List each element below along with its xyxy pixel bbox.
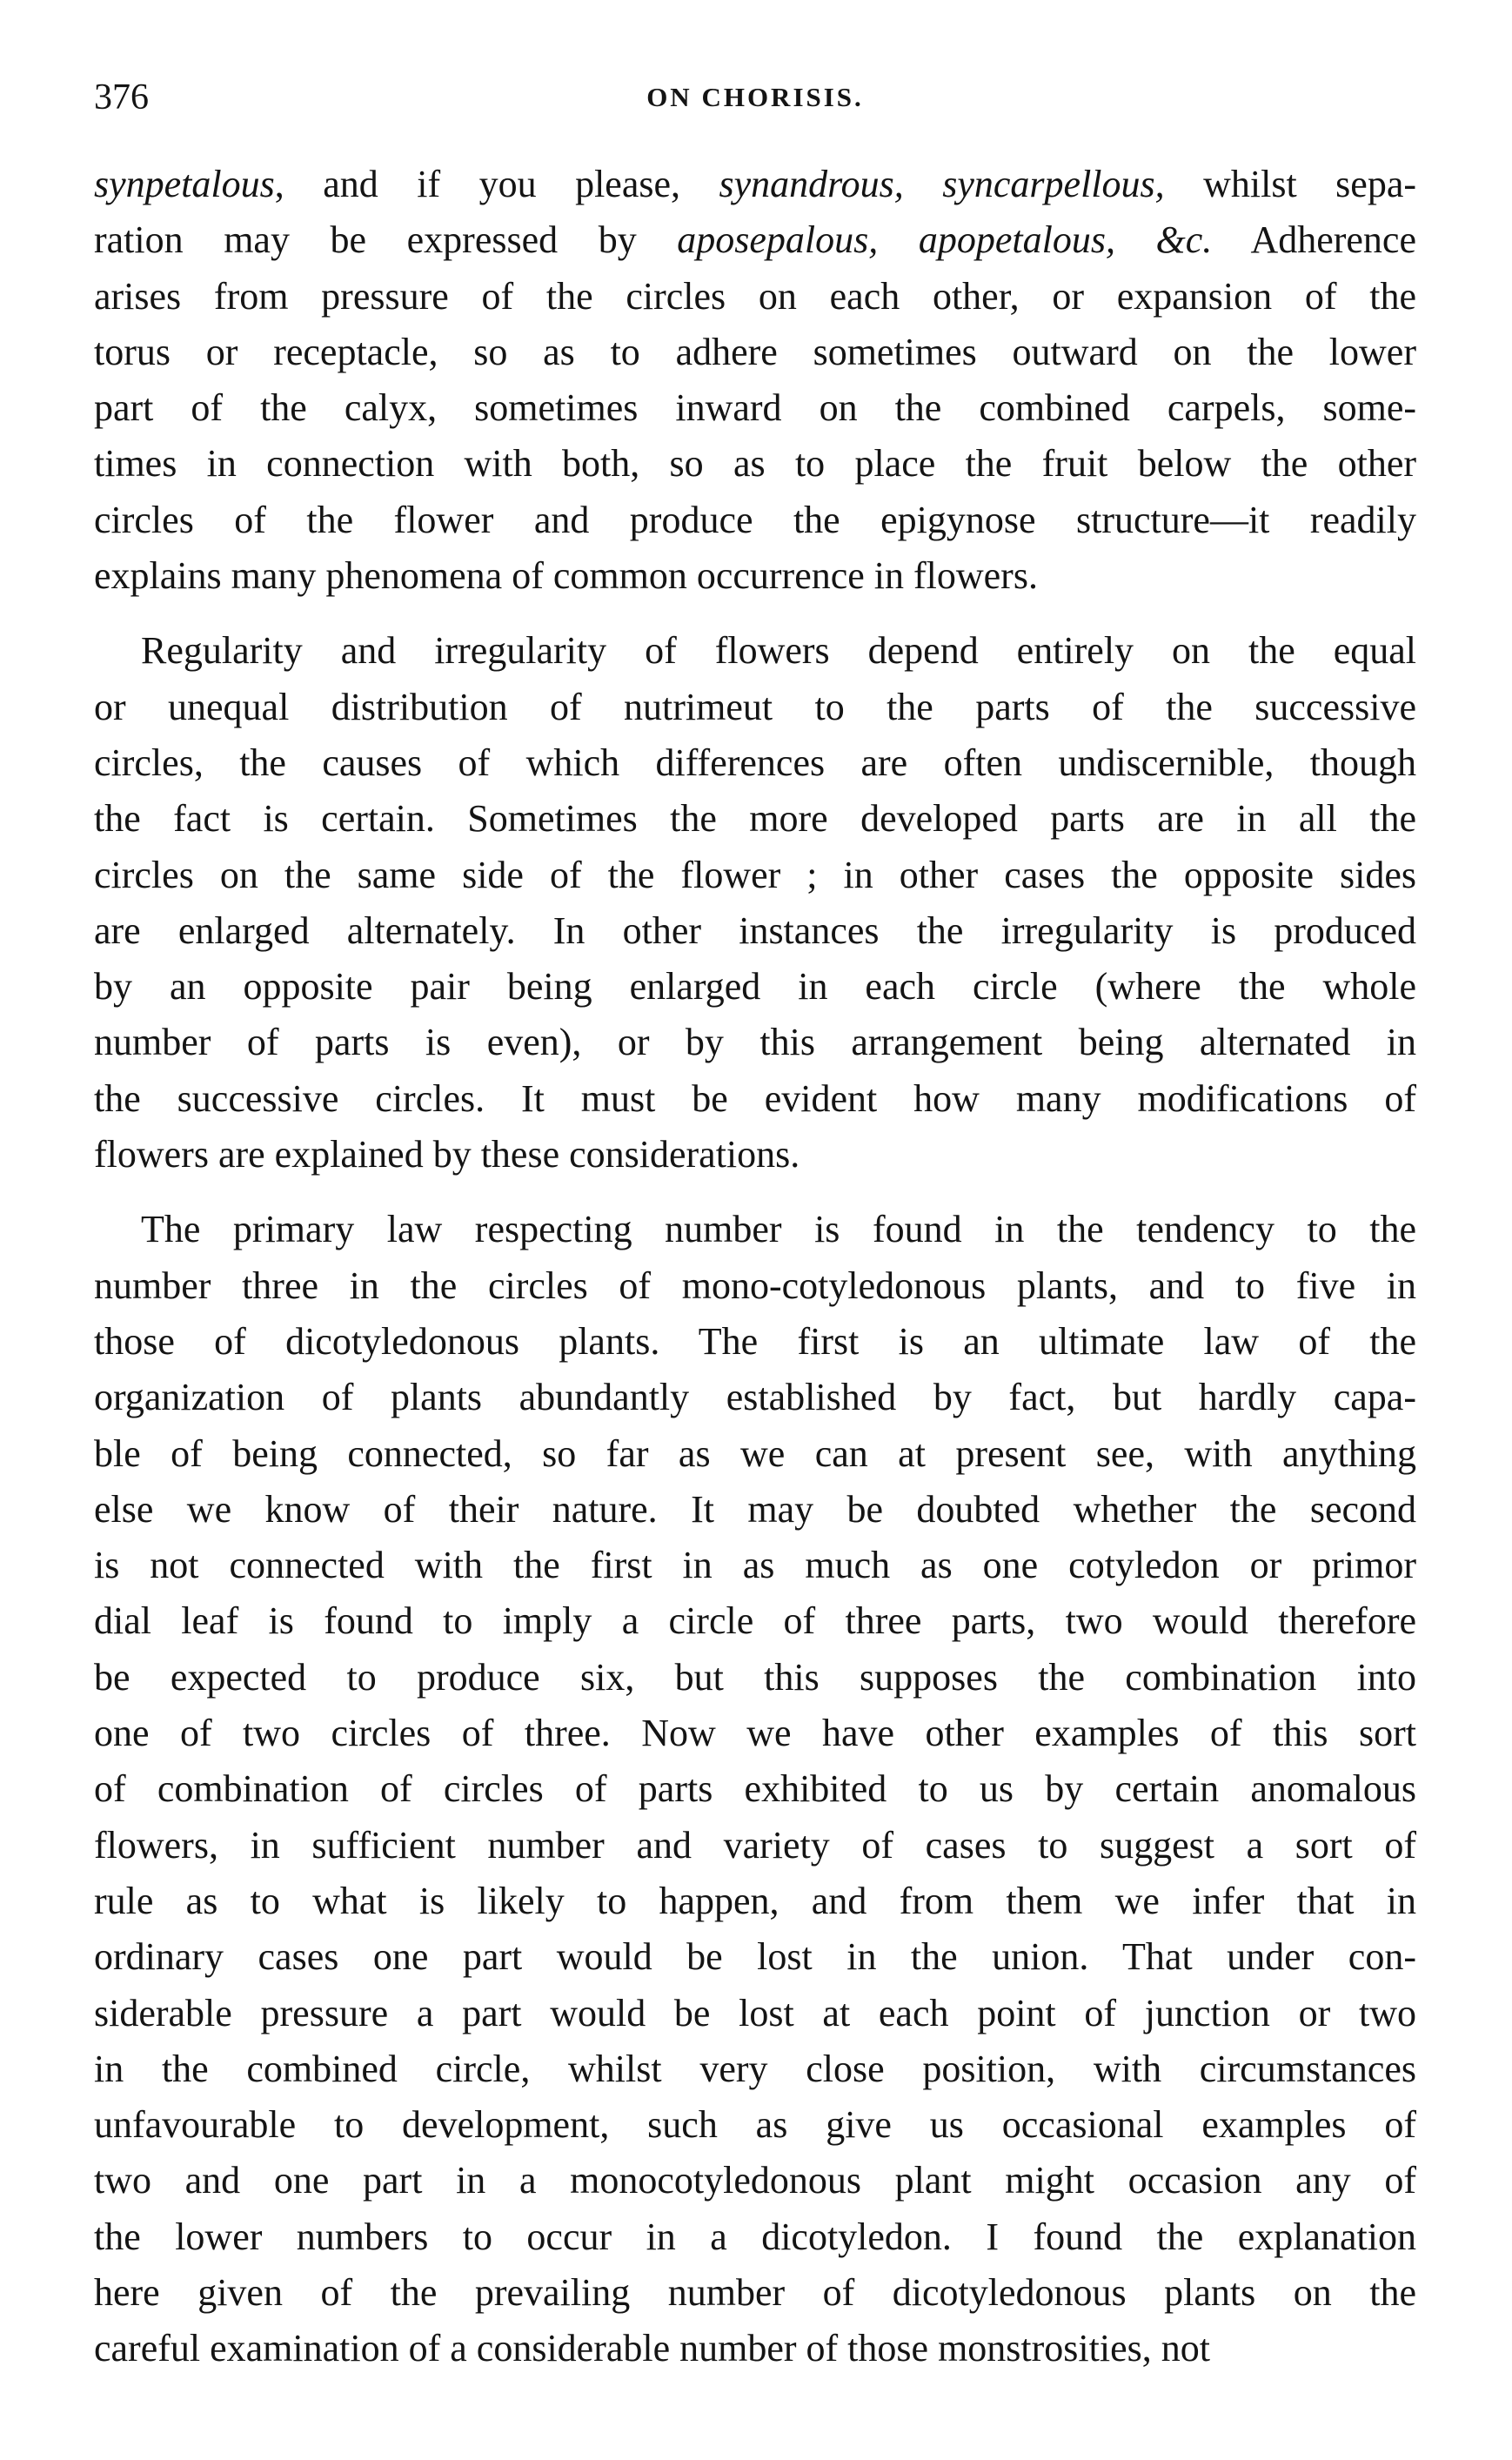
text-run: flowers are explained by these considerations. <box>94 1133 800 1176</box>
italic-term: synandrous, syncarpellous, <box>719 163 1165 205</box>
text-line <box>94 2265 1416 2321</box>
text-line <box>94 680 1416 735</box>
text-line <box>94 1258 1416 1314</box>
text-line <box>94 1593 1416 1649</box>
text-run: Adherence <box>1212 218 1416 262</box>
text-run: number three in the circles of mono-cotyledonous plants, and to five in <box>94 1264 1416 1307</box>
text-line <box>94 1706 1416 1761</box>
text-run: one of two circles of three. Now we have other examples of this sort <box>94 1712 1416 1755</box>
text-line <box>94 1370 1416 1425</box>
text-run: part of the calyx, sometimes inward on the combined carpels, some- <box>94 386 1416 430</box>
text-run: circles of the flower and produce the epigynose structure—it readily <box>94 498 1416 541</box>
text-line <box>94 2097 1416 2153</box>
text-line <box>94 1761 1416 1817</box>
text-run: torus or receptacle, so as to adhere sometimes outward on the lower <box>94 330 1416 373</box>
text-line <box>94 2153 1416 2209</box>
text-run: ble of being connected, so far as we can at present see, with anything <box>94 1431 1416 1475</box>
text-line <box>94 1127 1416 1183</box>
text-run: two and one part in a monocotyledonous plant might occasion any of <box>94 2159 1416 2202</box>
text-run: times in connection with both, so as to place the fruit below the other <box>94 442 1416 486</box>
text-run: be expected to produce six, but this supposes the combination into <box>94 1655 1416 1699</box>
text-run: Regularity and irregularity of flowers depend entirely on the equal <box>141 629 1416 673</box>
text-run: circles, the causes of which differences are often undiscernible, though <box>94 741 1416 784</box>
text-line <box>94 1314 1416 1370</box>
text-line <box>94 959 1416 1015</box>
text-run: circles on the same side of the flower ; in other cases the opposite sides <box>94 853 1416 896</box>
text-line <box>94 1202 1416 1257</box>
text-run: whilst sepa- <box>1164 163 1416 205</box>
text-line <box>94 493 1416 548</box>
text-run: dial leaf is found to imply a circle of three parts, two would therefore <box>94 1599 1416 1643</box>
text-line <box>94 903 1416 959</box>
text-run: organization of plants abundantly established by fact, but hardly capa- <box>94 1376 1416 1419</box>
text-run: here given of the prevailing number of dicotyledonous plants on the <box>94 2270 1416 2314</box>
running-title: ON CHORISIS. <box>646 82 864 112</box>
italic-term: aposepalous, apopetalous, &c. <box>677 218 1213 262</box>
text-line <box>94 1071 1416 1127</box>
text-line <box>94 2321 1416 2376</box>
text-run: the fact is certain. Sometimes the more developed parts are in all the <box>94 797 1416 841</box>
text-line <box>94 623 1416 679</box>
text-run: by an opposite pair being enlarged in each circle (where the whole <box>94 965 1416 1009</box>
text-line <box>94 380 1416 436</box>
text-line <box>94 1818 1416 1873</box>
text-line <box>94 2041 1416 2097</box>
text-run: unfavourable to development, such as give us occasional examples of <box>94 2103 1416 2147</box>
text-line <box>94 325 1416 380</box>
text-run: ration may be expressed by <box>94 218 678 262</box>
text-run: explains many phenomena of common occurrence in flowers. <box>94 554 1038 598</box>
text-run: The primary law respecting number is found in the tendency to the <box>141 1208 1416 1251</box>
text-line <box>94 2209 1416 2265</box>
text-line <box>94 548 1416 604</box>
text-run: careful examination of a considerable number of those monstrosities, not <box>94 2327 1210 2370</box>
text-line <box>94 157 1416 212</box>
text-line <box>94 1015 1416 1070</box>
text-run: arises from pressure of the circles on each other, or expansion of the <box>94 274 1416 318</box>
text-run: , and if you please, <box>274 163 719 205</box>
text-line <box>94 1873 1416 1929</box>
text-run: of combination of circles of parts exhibited to us by certain anomalous <box>94 1767 1416 1811</box>
text-run: ordinary cases one part would be lost in the union. That under con- <box>94 1935 1416 1979</box>
text-line <box>94 1482 1416 1538</box>
text-run: or unequal distribution of nutrimeut to the parts of the successive <box>94 685 1416 728</box>
text-line <box>94 848 1416 903</box>
paragraph <box>94 157 1416 604</box>
text-run: siderable pressure a part would be lost at each point of junction or two <box>94 1991 1416 2034</box>
text-line <box>94 1929 1416 1985</box>
text-run: in the combined circle, whilst very close position, with circumstances <box>94 2047 1416 2090</box>
text-line <box>94 735 1416 791</box>
text-line <box>94 1650 1416 1706</box>
text-run: else we know of their nature. It may be doubted whether the second <box>94 1487 1416 1531</box>
text-run: number of parts is even), or by this arrangement being alternated in <box>94 1021 1416 1064</box>
text-line <box>94 436 1416 492</box>
text-line <box>94 791 1416 847</box>
text-run: are enlarged alternately. In other instances the irregularity is produced <box>94 908 1416 952</box>
text-run: rule as to what is likely to happen, and from them we infer that in <box>94 1879 1416 1922</box>
page-header <box>94 71 1416 124</box>
text-line <box>94 1986 1416 2041</box>
text-run: is not connected with the first in as much as one cotyledon or primor <box>94 1544 1416 1587</box>
text-run: those of dicotyledonous plants. The first is an ultimate law of the <box>94 1319 1416 1363</box>
page-number: 376 <box>94 77 149 117</box>
paragraph <box>94 623 1416 1183</box>
text-run: the successive circles. It must be evident how many modifications of <box>94 1076 1416 1120</box>
italic-term: synpetalous <box>94 163 275 205</box>
text-line <box>94 1426 1416 1482</box>
text-line <box>94 212 1416 268</box>
text-run: flowers, in sufficient number and variety of cases to suggest a sort of <box>94 1823 1416 1867</box>
body-text <box>94 157 1416 2396</box>
text-line <box>94 1538 1416 1593</box>
paragraph <box>94 1202 1416 2376</box>
text-line <box>94 269 1416 325</box>
text-run: the lower numbers to occur in a dicotyledon. I found the explanation <box>94 2215 1416 2258</box>
